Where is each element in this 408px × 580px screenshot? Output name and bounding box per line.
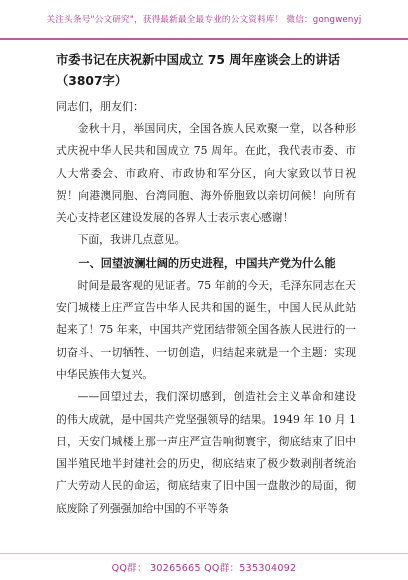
- salutation: 同志们，朋友们：: [56, 100, 144, 113]
- paragraph: 时间是最客观的见证者。75 年前的今天，毛泽东同志在天安门城楼上庄严宣告中华人民共和国的诞生，中国人民从此站起来了！75 年来，中国共产党团结带领全国各族人民进行的一切奋斗、一切牺牲、一切创造，归结起来就是一个主题：实现中华民族伟大复兴。: [56, 278, 356, 381]
- paragraph: 金秋十月，举国同庆，全国各族人民欢聚一堂，以各种形式庆祝中华人民共和国成立 75 周年。在此，我代表市委、市人大常委会、市政府、市政协和军分区，向大家致以节日祝贺！向港澳同胞、台湾同胞、海外侨胞致以亲切问候！向所有关心支持老区建设发展的各界人士表示衷心感谢！: [56, 122, 356, 225]
- section-heading: 一、回望波澜壮阔的历史进程，中国共产党为什么能: [78, 256, 336, 270]
- paragraph: 下面，我讲几点意见。: [77, 233, 186, 247]
- document-title: 市委书记在庆祝新中国成立 75 周年座谈会上的讲话（3807字）: [56, 53, 340, 88]
- footer-qq-text: QQ群： 30265665 QQ群：535304092: [111, 563, 297, 574]
- header-promo-text: 关注头条号"公文研究"，获得最新最全最专业的公文资料库！ 微信：gongwenyj: [46, 15, 362, 25]
- document-body: [56, 46, 356, 520]
- page-footer: [0, 553, 408, 580]
- paragraph: ——回望过去，我们深切感到，创造社会主义革命和建设的伟大成就，是中国共产党坚强领导的结果。1949 年 10 月 1 日，天安门城楼上那一声庄严宣告响彻寰宇，彻底结束了旧中国半殖民地半封建社会的历史，彻底结束了极少数剥削者统治广大劳动人民的命运，彻底结束了旧中国一盘散沙的局面，彻底废除了列强强加给中国的不平等条: [56, 390, 356, 515]
- page-header: [0, 0, 408, 40]
